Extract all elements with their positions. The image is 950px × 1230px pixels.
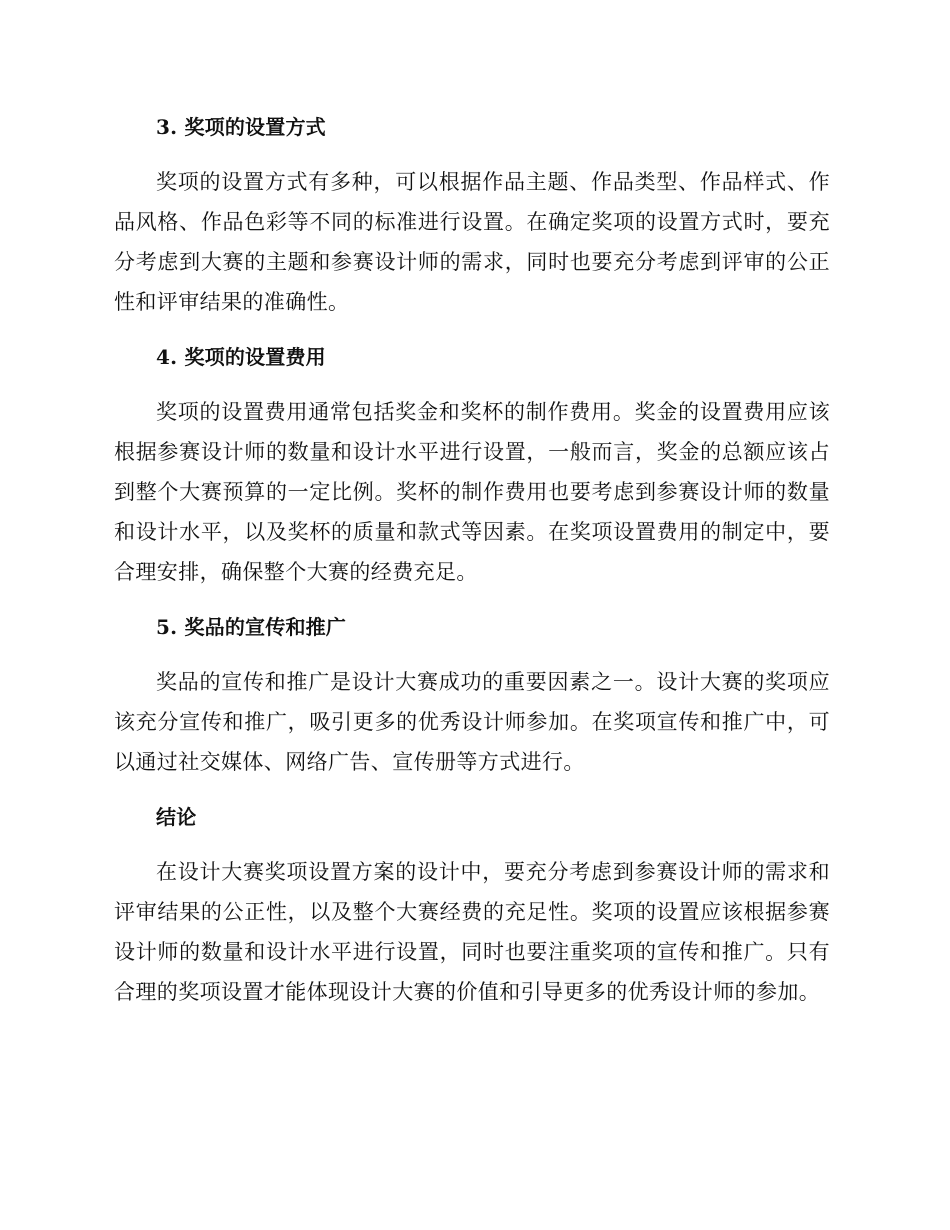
section-paragraph-conclusion: 在设计大赛奖项设置方案的设计中，要充分考虑到参赛设计师的需求和评审结果的公正性，以及整个大赛经费的充足性。奖项的设置应该根据参赛设计师的数量和设计水平进行设置，同时也要注重奖项的宣传和推广。只有合理的奖项设置才能体现设计大赛的价值和引导更多的优秀设计师的参加。	[114, 860, 830, 1004]
section-paragraph-award-setup-method: 奖项的设置方式有多种，可以根据作品主题、作品类型、作品样式、作品风格、作品色彩等不同的标准进行设置。在确定奖项的设置方式时，要充分考虑到大赛的主题和参赛设计师的需求，同时也要充分考虑到评审的公正性和评审结果的准确性。	[114, 170, 830, 314]
section-paragraph-prize-promotion: 奖品的宣传和推广是设计大赛成功的重要因素之一。设计大赛的奖项应该充分宣传和推广，吸引更多的优秀设计师参加。在奖项宣传和推广中，可以通过社交媒体、网络广告、宣传册等方式进行。	[114, 670, 830, 774]
section-heading-award-setup-method: 3. 奖项的设置方式	[156, 115, 326, 139]
section-heading-conclusion: 结论	[156, 805, 197, 829]
section-paragraph-award-setup-cost: 奖项的设置费用通常包括奖金和奖杯的制作费用。奖金的设置费用应该根据参赛设计师的数量和设计水平进行设置，一般而言，奖金的总额应该占到整个大赛预算的一定比例。奖杯的制作费用也要考虑到参赛设计师的数量和设计水平，以及奖杯的质量和款式等因素。在奖项设置费用的制定中，要合理安排，确保整个大赛的经费充足。	[114, 400, 830, 584]
section-heading-award-setup-cost: 4. 奖项的设置费用	[156, 345, 326, 369]
document-body	[114, 106, 830, 1012]
section-heading-prize-promotion: 5. 奖品的宣传和推广	[156, 615, 347, 639]
